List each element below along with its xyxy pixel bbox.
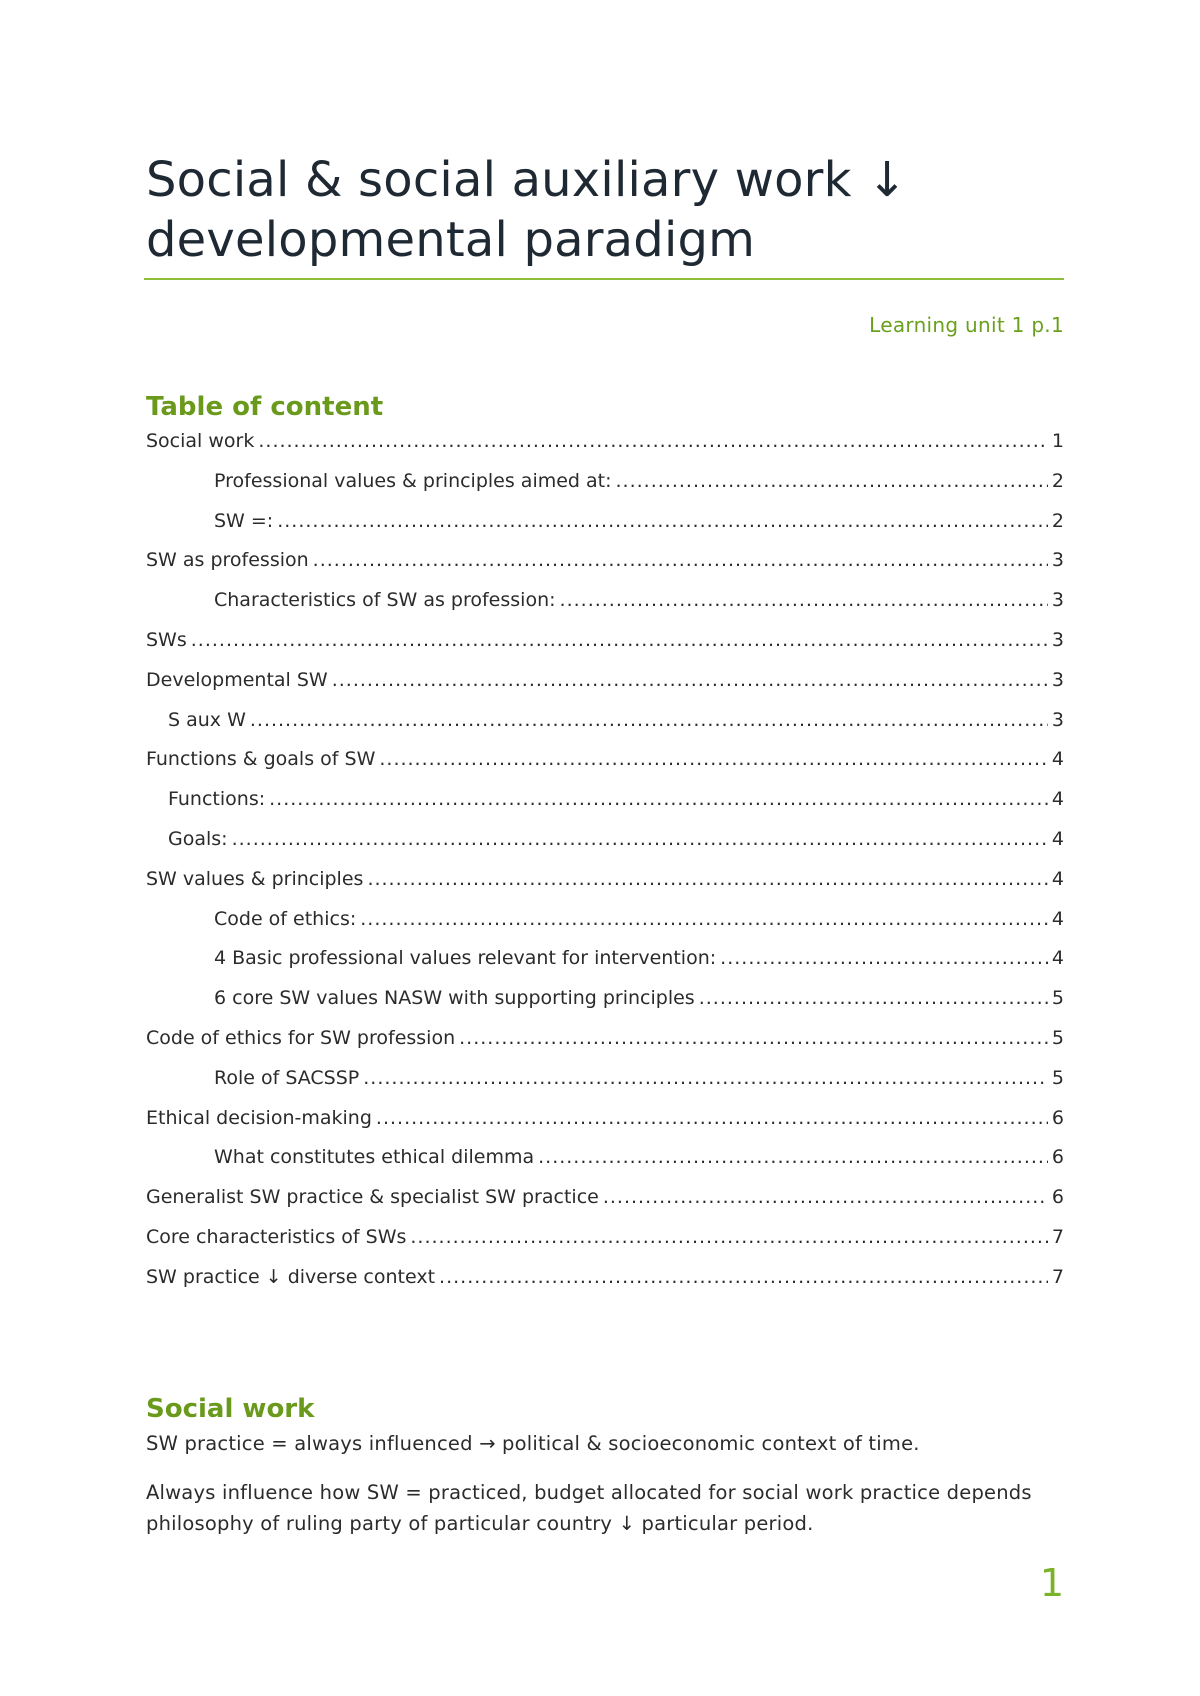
toc-heading: Table of content (146, 392, 384, 422)
body-paragraph: SW practice = always influenced → political & socioeconomic context of time. (146, 1432, 920, 1455)
toc-entry-label: SWs (146, 628, 187, 651)
toc-entry-page: 6 (1051, 1146, 1064, 1169)
toc-entry-label: SW =: (214, 509, 274, 532)
toc-entry-label: Role of SACSSP (214, 1066, 360, 1089)
toc-entry-page: 2 (1051, 469, 1064, 492)
toc-entry[interactable] (146, 943, 1064, 983)
toc-dot-leader (363, 1063, 1048, 1093)
toc-dot-leader (439, 1262, 1048, 1292)
toc-dot-leader (232, 824, 1048, 854)
toc-dot-leader (376, 1103, 1048, 1133)
toc-entry-page: 3 (1051, 549, 1064, 572)
toc-entry[interactable] (146, 545, 1064, 585)
toc-entry-label: Core characteristics of SWs (146, 1225, 407, 1248)
toc-entry-label: 4 Basic professional values relevant for intervention: (214, 947, 717, 970)
toc-dot-leader (538, 1142, 1048, 1172)
toc-entry-page: 5 (1051, 987, 1064, 1010)
page-number: 1 (1039, 1561, 1064, 1605)
toc-entry-label: Goals: (168, 827, 228, 850)
toc-entry-label: 6 core SW values NASW with supporting principles (214, 987, 695, 1010)
toc-entry-page: 4 (1051, 867, 1064, 890)
toc-dot-leader (332, 665, 1048, 695)
toc-dot-leader (410, 1222, 1048, 1252)
toc-entry[interactable] (146, 466, 1064, 506)
toc-entry-page: 3 (1051, 628, 1064, 651)
toc-entry-label: Social work (146, 430, 255, 452)
toc-entry-label: Functions: (168, 788, 266, 811)
toc-entry-page: 3 (1051, 589, 1064, 612)
toc-dot-leader (616, 466, 1048, 496)
toc-dot-leader (699, 983, 1048, 1013)
toc-dot-leader (250, 705, 1048, 735)
toc-entry-label: What constitutes ethical dilemma (214, 1146, 535, 1169)
toc-entry-page: 7 (1051, 1225, 1064, 1248)
toc-entry[interactable] (146, 784, 1064, 824)
document-page (146, 0, 1064, 1696)
toc-entry-label: SW practice ↓ diverse context (146, 1265, 436, 1288)
toc-entry-page: 5 (1051, 1026, 1064, 1049)
toc-entry[interactable] (146, 744, 1064, 784)
toc-entry-page: 4 (1051, 827, 1064, 850)
toc-entry[interactable] (146, 1063, 1064, 1103)
section-heading: Social work (146, 1394, 315, 1424)
toc-entry-label: Developmental SW (146, 668, 328, 691)
toc-entry[interactable] (146, 1262, 1064, 1302)
toc-entry-label: Code of ethics for SW profession (146, 1026, 456, 1049)
toc-dot-leader (720, 943, 1048, 973)
toc-entry-label: Functions & goals of SW (146, 748, 376, 771)
toc-entry-label: Generalist SW practice & specialist SW practice (146, 1186, 599, 1209)
document-subtitle: Learning unit 1 p.1 (869, 313, 1064, 337)
toc-entry-page: 4 (1051, 947, 1064, 970)
toc-entry-label: Professional values & principles aimed at: (214, 469, 612, 492)
toc-dot-leader (191, 625, 1048, 655)
toc-entry-page: 3 (1051, 668, 1064, 691)
toc-dot-leader (459, 1023, 1048, 1053)
toc-entry-page: 6 (1051, 1186, 1064, 1209)
toc-entry[interactable] (146, 864, 1064, 904)
toc-dot-leader (277, 506, 1048, 536)
toc-dot-leader (360, 904, 1048, 934)
toc-dot-leader (379, 744, 1048, 774)
title-underline (144, 278, 1064, 280)
toc-entry-page: 2 (1051, 509, 1064, 532)
toc-entry-page: 1 (1051, 430, 1064, 452)
table-of-contents (146, 426, 1064, 1302)
toc-entry-page: 5 (1051, 1066, 1064, 1089)
toc-entry[interactable] (146, 904, 1064, 944)
toc-dot-leader (560, 585, 1048, 615)
toc-entry-page: 4 (1051, 788, 1064, 811)
toc-entry-page: 3 (1051, 708, 1064, 731)
document-title: Social & social auxiliary work ↓ developmental paradigm (146, 152, 908, 268)
toc-entry-label: SW as profession (146, 549, 309, 572)
toc-entry[interactable] (146, 705, 1064, 745)
toc-entry[interactable] (146, 426, 1064, 466)
toc-dot-leader (603, 1182, 1048, 1212)
toc-entry-label: S aux W (168, 708, 246, 731)
toc-entry-label: SW values & principles (146, 867, 364, 890)
toc-entry-page: 7 (1051, 1265, 1064, 1288)
toc-dot-leader (258, 426, 1048, 456)
toc-entry[interactable] (146, 506, 1064, 546)
toc-dot-leader (367, 864, 1047, 894)
toc-entry-page: 6 (1051, 1106, 1064, 1129)
toc-entry[interactable] (146, 824, 1064, 864)
toc-entry[interactable] (146, 1182, 1064, 1222)
toc-entry[interactable] (146, 1222, 1064, 1262)
toc-entry-label: Code of ethics: (214, 907, 357, 930)
toc-entry-page: 4 (1051, 907, 1064, 930)
toc-entry[interactable] (146, 983, 1064, 1023)
toc-entry-label: Characteristics of SW as profession: (214, 589, 556, 612)
body-paragraph: Always influence how SW = practiced, budget allocated for social work practice depends philosophy of ruling party of particular country ↓ particular period. (146, 1481, 1032, 1535)
toc-entry-label: Ethical decision-making (146, 1106, 372, 1129)
toc-entry[interactable] (146, 1103, 1064, 1143)
toc-dot-leader (313, 545, 1048, 575)
toc-entry[interactable] (146, 1023, 1064, 1063)
toc-entry[interactable] (146, 665, 1064, 705)
toc-entry[interactable] (146, 1142, 1064, 1182)
toc-entry[interactable] (146, 585, 1064, 625)
toc-entry[interactable] (146, 625, 1064, 665)
toc-dot-leader (269, 784, 1048, 814)
toc-entry-page: 4 (1051, 748, 1064, 771)
